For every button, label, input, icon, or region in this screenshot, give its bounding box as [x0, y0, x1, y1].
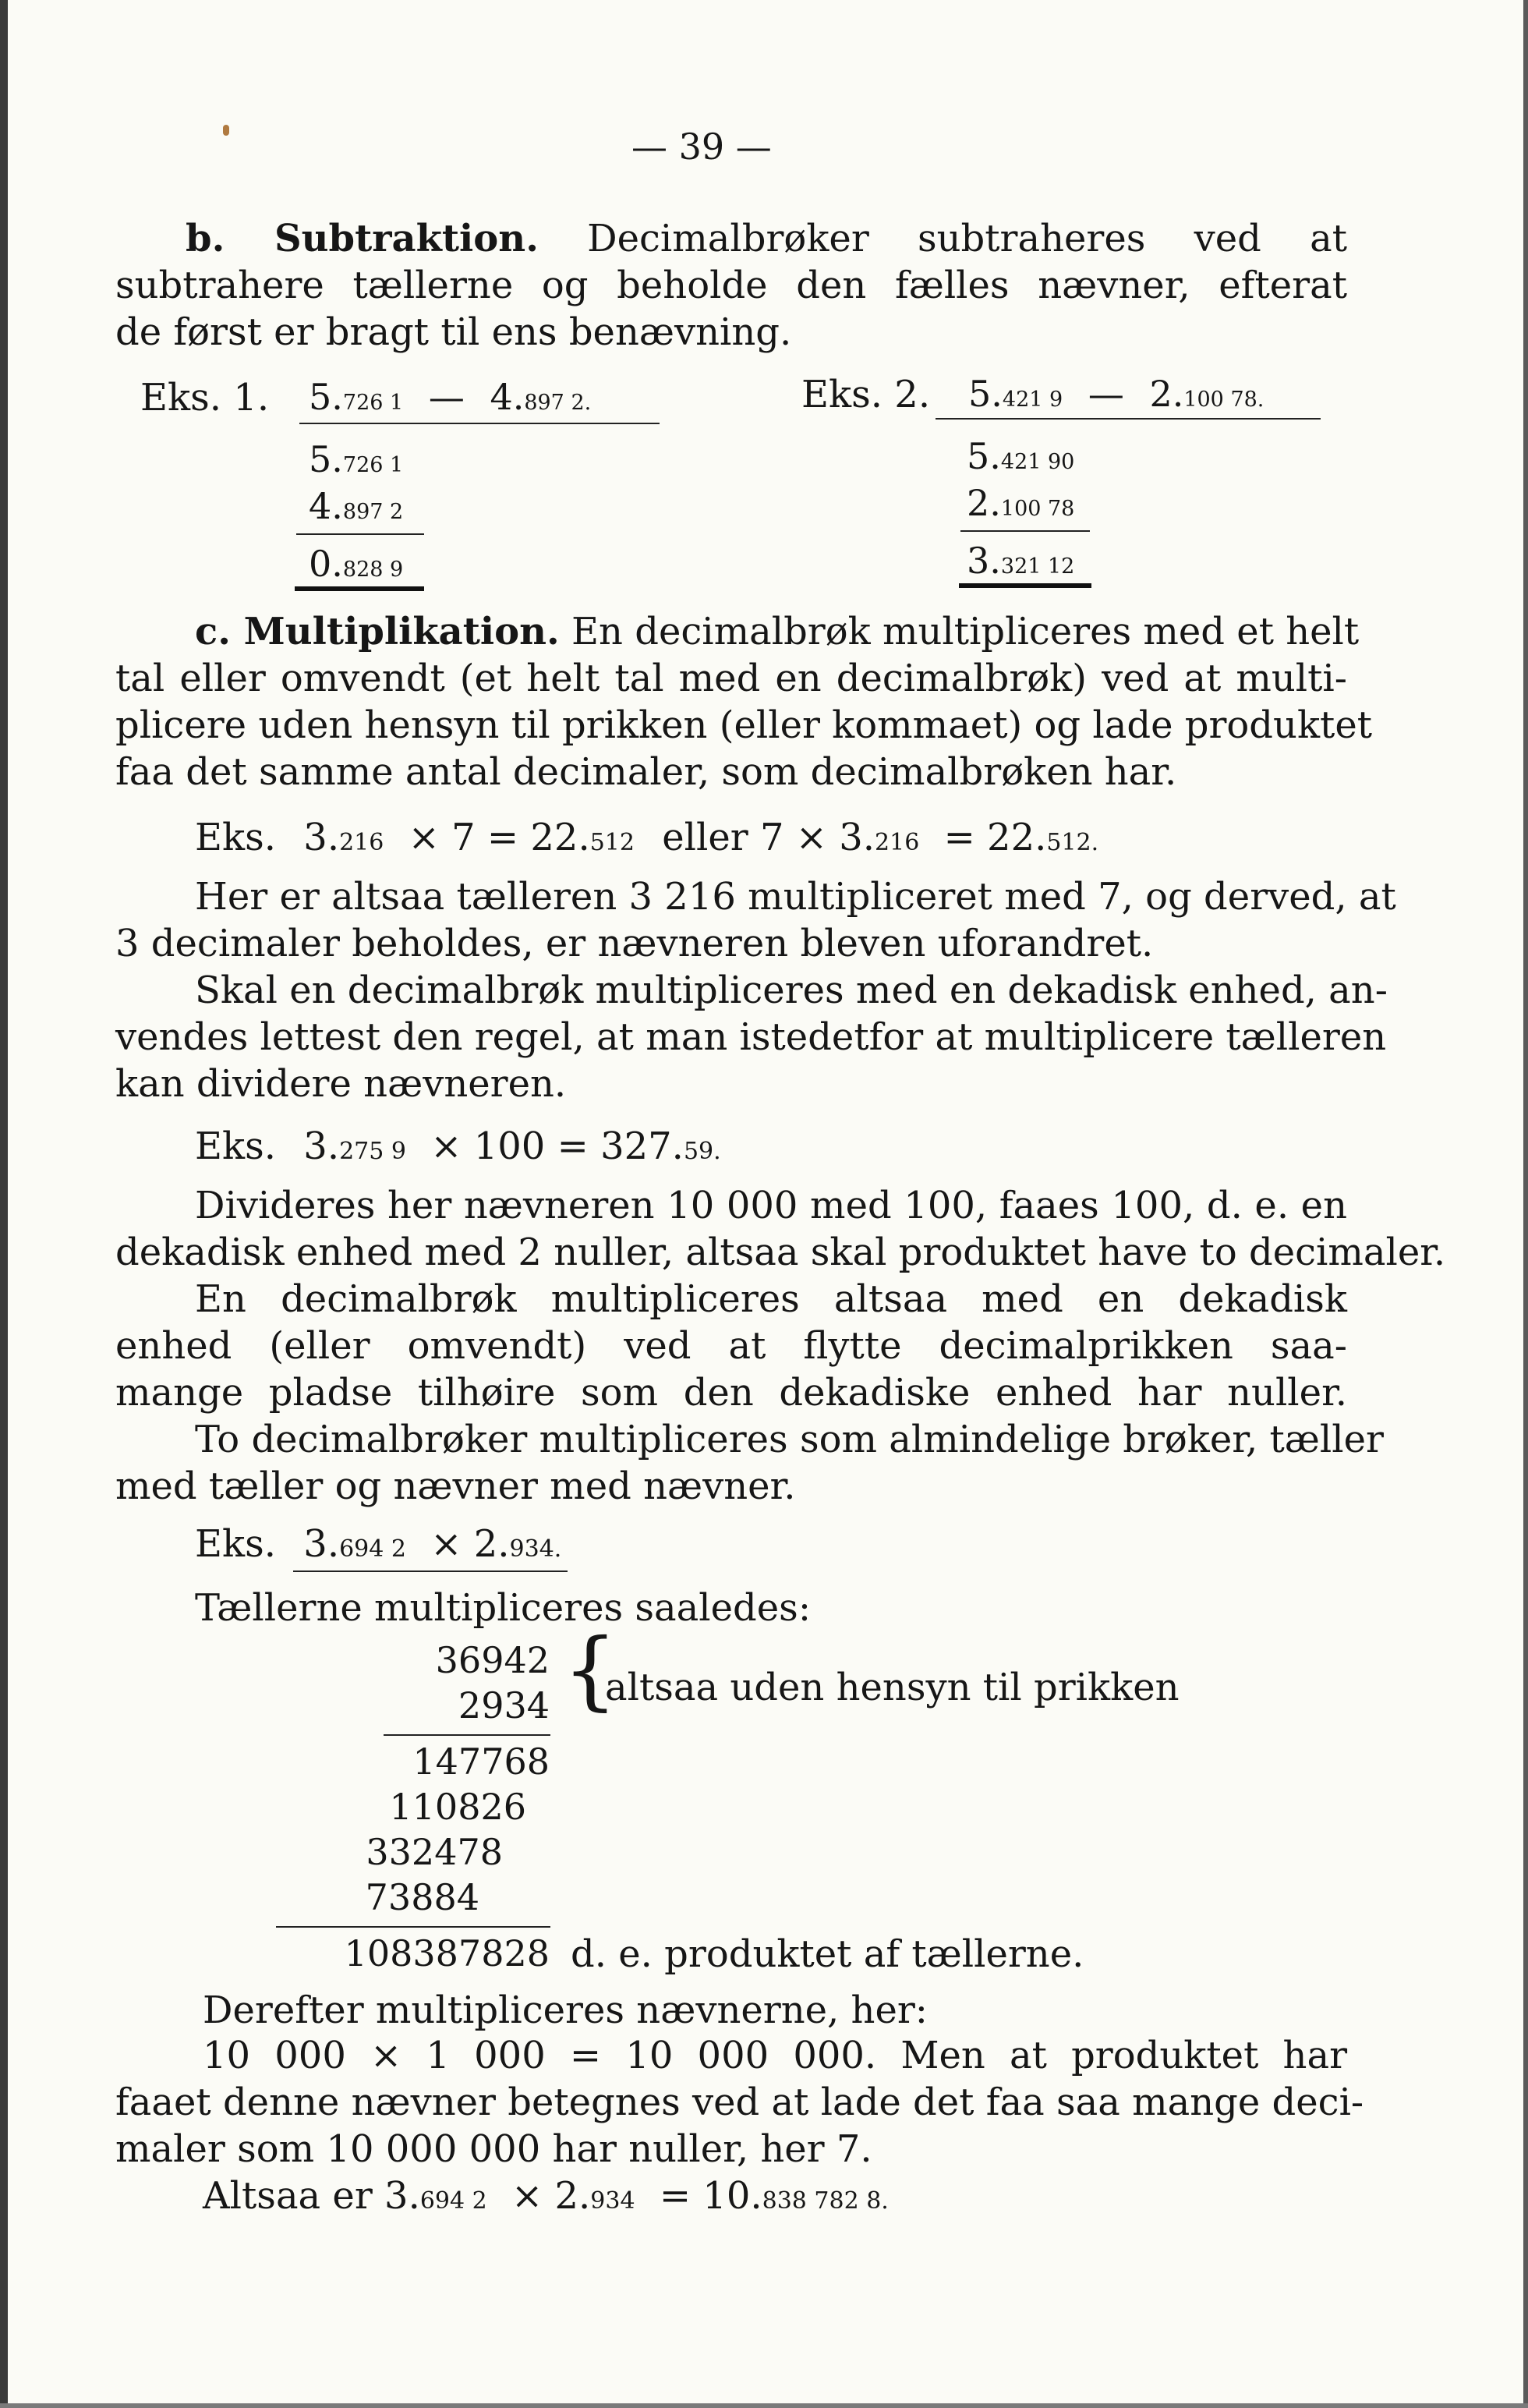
ex2-row-1-dec: 421 90 [1000, 450, 1075, 474]
mult-ex3-p1s: 694 2 [339, 1535, 406, 1563]
mult-ex1-p2: × 7 = 22. [408, 816, 590, 859]
partial-2: 110826 [389, 1786, 526, 1828]
brace-icon: { [563, 1620, 617, 1719]
paper-speck [223, 125, 229, 136]
brace-note: altsaa uden hensyn til prikken [605, 1666, 1180, 1709]
ex1-row-2-int: 4. [309, 485, 343, 527]
ex1-row-1-int: 5. [309, 438, 343, 480]
subtraction-heading: b. Subtraktion. [186, 217, 539, 260]
ex1-row-1-dec: 726 1 [342, 453, 404, 477]
page-number: — 39 — [631, 126, 772, 168]
multiplication-heading: c. Multiplikation. [195, 610, 560, 653]
product-note: d. e. produktet af tællerne. [571, 1932, 1084, 1976]
product: 108387828 [344, 1932, 550, 1974]
multiplication-line-1: En decimalbrøk multipliceres med et helt [571, 610, 1360, 653]
ex2-row-1-int: 5. [967, 435, 1001, 477]
ex1-row-2-dec: 897 2 [342, 500, 404, 524]
ex1-row-2 [309, 483, 403, 535]
ex2-row-1 [967, 434, 1074, 485]
partial-4: 73884 [365, 1876, 479, 1918]
ex3-underline [293, 1571, 568, 1572]
mult-ex3-p1: 3. [303, 1522, 340, 1566]
factor-rule [384, 1734, 550, 1736]
mult-example-1 [195, 814, 1098, 866]
mult-ex2-p1: 3. [303, 1124, 340, 1168]
ex1-row-1 [309, 437, 403, 488]
subtraction-first-line [186, 215, 1347, 262]
mult-ex1-p3: eller 7 × 3. [662, 816, 875, 859]
ex2-b-dec: 100 78. [1183, 388, 1264, 412]
factor-2: 2934 [458, 1684, 550, 1726]
denominators-line [203, 2032, 1347, 2079]
ex2-result-rule [959, 583, 1091, 588]
para7-line-2: maler som 10 000 000 har nuller, her 7. [115, 2127, 872, 2171]
multiplication-first-line [195, 608, 1360, 655]
ex2-operator: — [1088, 373, 1124, 415]
ex1-sum-rule [296, 533, 424, 535]
para4-line-2: dekadisk enhed med 2 nuller, altsaa skal produktet have to decimaler. [115, 1231, 1446, 1274]
ex1-a-dec: 726 1 [342, 391, 404, 415]
ex1-statement [309, 374, 591, 426]
mult-example-2 [195, 1123, 721, 1175]
mult-ex1-p4: = 22. [943, 816, 1047, 859]
multiplication-line-2: tal eller omvendt (et helt tal med en decimalbrøk) ved at multi- [115, 657, 1347, 700]
ex2-row-2-dec: 100 78 [1000, 497, 1075, 521]
ex2-a-int: 5. [968, 373, 1003, 415]
ex1-row-3-int: 0. [309, 543, 343, 585]
ex1-header-rule [299, 423, 660, 424]
ex1-a-int: 5. [309, 376, 343, 418]
para2-line-2: 3 decimaler beholdes, er nævneren bleven uforandret. [115, 922, 1154, 965]
para6-line-2: med tæller og nævner med nævner. [115, 1464, 796, 1508]
scan-edge-right [1523, 0, 1528, 2408]
ex2-row-3-dec: 321 12 [1000, 554, 1075, 579]
mult-ex1-p3s: 216 [875, 829, 920, 856]
ex1-b-int: 4. [490, 376, 525, 418]
mult-ex2-label: Eks. [195, 1124, 277, 1168]
para6-line-1: To decimalbrøker multipliceres som almindelige brøker, tæller [195, 1418, 1384, 1461]
ex2-header-rule [936, 418, 1321, 420]
subtraction-line-1: Decimalbrøker subtraheres ved at [587, 217, 1347, 260]
scan-edge-bottom [0, 2403, 1528, 2408]
ex1-row-3 [309, 541, 403, 593]
para5-line-3: mange pladse tilhøire som den dekadiske enhed har nuller. [115, 1371, 1347, 1415]
para5-line-2: enhed (eller omvendt) ved at flytte decimalprikken saa- [115, 1324, 1347, 1368]
mult-ex2-p2: × 100 = 327. [430, 1124, 684, 1168]
para7-line-1: faaet denne nævner betegnes ved at lade det faa saa mange deci- [115, 2080, 1364, 2124]
mult-ex1-p1: 3. [303, 816, 340, 859]
para3-line-3: kan dividere nævneren. [115, 1062, 567, 1106]
ex2-row-3 [967, 538, 1074, 590]
partial-3: 332478 [366, 1831, 503, 1873]
denominators-eq: 10 000 × 1 000 = 10 000 000. [203, 2034, 877, 2077]
ex1-result-rule [295, 586, 424, 591]
para2-line-1: Her er altsaa tælleren 3 216 multipliceret med 7, og derved, at [195, 875, 1396, 919]
final-p2s: 934 [590, 2187, 635, 2215]
final-p3: = 10. [659, 2174, 762, 2218]
para3-line-1: Skal en decimalbrøk multipliceres med en dekadisk enhed, an- [195, 969, 1388, 1012]
ex1-b-dec: 897 2. [524, 391, 592, 415]
ex2-row-3-int: 3. [967, 540, 1001, 582]
ex1-label: Eks. 1. [140, 376, 270, 420]
multiplication-line-3: plicere uden hensyn til prikken (eller kommaet) og lade produktet [115, 703, 1373, 747]
mult-ex1-p2s: 512 [589, 829, 635, 856]
ex2-a-dec: 421 9 [1002, 388, 1063, 412]
ex1-operator: — [428, 376, 465, 418]
partial-1: 147768 [412, 1740, 550, 1783]
ex2-row-2-int: 2. [967, 482, 1001, 524]
mult-ex2-p2s: 59. [683, 1138, 721, 1165]
mult-example-3 [195, 1521, 561, 1573]
final-p1: Altsaa er 3. [203, 2174, 420, 2218]
ex2-b-int: 2. [1149, 373, 1184, 415]
ex2-statement [968, 371, 1264, 423]
final-p2: × 2. [511, 2174, 591, 2218]
ex2-sum-rule [960, 530, 1090, 532]
final-p1s: 694 2 [419, 2187, 487, 2215]
subtraction-line-3: de først er bragt til ens benævning. [115, 310, 792, 354]
product-rule [276, 1926, 550, 1928]
mult-ex2-p1s: 275 9 [339, 1138, 406, 1165]
mult-ex3-p2: × 2. [430, 1522, 510, 1566]
mult-ex1-p4s: 512. [1046, 829, 1099, 856]
para4-line-1: Divideres her nævneren 10 000 med 100, faaes 100, d. e. en [195, 1184, 1347, 1227]
mult-ex3-p2s: 934. [509, 1535, 562, 1563]
factor-1: 36942 [435, 1639, 550, 1681]
ex2-label: Eks. 2. [801, 373, 931, 416]
mult-ex1-label: Eks. [195, 816, 277, 859]
multiplication-line-4: faa det samme antal decimaler, som decimalbrøken har. [115, 750, 1177, 794]
denominators-intro: Derefter multipliceres nævnerne, her: [203, 1988, 928, 2032]
subtraction-line-2: subtrahere tællerne og beholde den fælles nævner, efterat [115, 264, 1347, 307]
ex1-row-3-dec: 828 9 [342, 558, 404, 582]
mult-ex1-p1s: 216 [339, 829, 384, 856]
ex2-row-2 [967, 480, 1074, 532]
denominators-tail: Men at produktet har [900, 2034, 1348, 2077]
final-p3s: 838 782 8. [762, 2187, 889, 2215]
mult-ex3-label: Eks. [195, 1522, 277, 1566]
tally-intro: Tællerne multipliceres saaledes: [195, 1586, 811, 1630]
para3-line-2: vendes lettest den regel, at man istedetfor at multiplicere tælleren [115, 1015, 1387, 1059]
para5-line-1: En decimalbrøk multipliceres altsaa med en dekadisk [195, 1277, 1347, 1321]
final-result [203, 2173, 889, 2225]
scan-edge-left [0, 0, 8, 2408]
